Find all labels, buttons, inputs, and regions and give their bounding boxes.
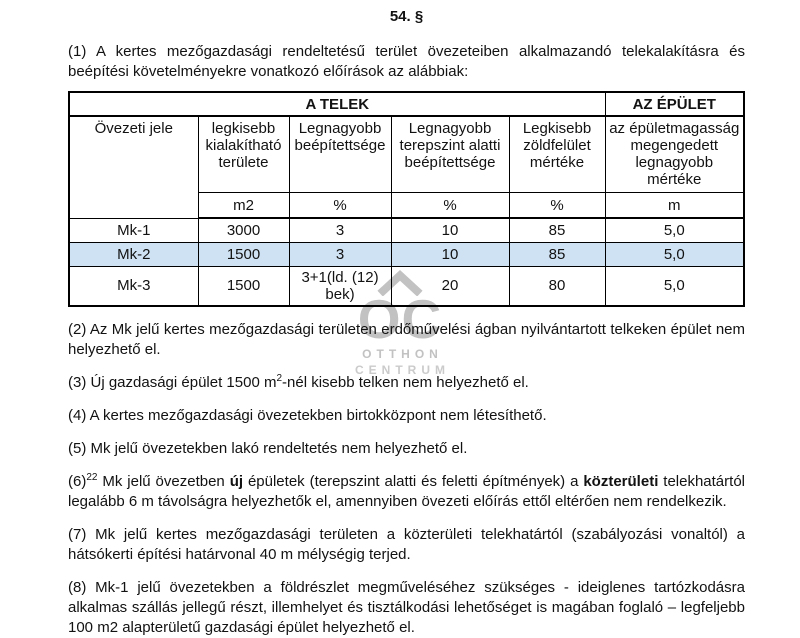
column-header-zoldfelulet: Legkisebb zöldfelület mértéke (509, 116, 605, 193)
table-row (69, 242, 744, 266)
unit-cell: % (391, 193, 509, 219)
unit-cell: % (289, 193, 391, 219)
table-row (69, 218, 744, 242)
group-header-telek: A TELEK (69, 92, 605, 116)
paragraph-5: (5) Mk jelű övezetekben lakó rendeltetés nem helyezhető el. (68, 440, 468, 457)
paragraph-4: (4) A kertes mezőgazdasági övezetekben birtokközpont nem létesíthető. (68, 407, 547, 424)
table-cell: 10 (391, 242, 509, 266)
watermark-brand-line1: OTTHON (362, 347, 443, 361)
table-cell: 3 (289, 242, 391, 266)
table-cell: 1500 (198, 242, 289, 266)
paragraph-1: (1) A kertes mezőgazdasági rendeltetésű terület övezeteiben alkalmazandó telekalakításra és beépítési követelményekre vonatkozó előírások az alábbiak: (68, 43, 745, 80)
column-header-beepitettseg: Legnagyobb beépítettsége (289, 116, 391, 193)
paragraph-3: (3) Új gazdasági épület 1500 $m^2$-nél kisebb telken nem helyezhető el. (68, 373, 529, 391)
column-header-ovezeti-jele: Övezeti jele (69, 116, 198, 218)
watermark-brand-line2: CENTRUM (355, 363, 450, 377)
table-cell: Mk-2 (69, 242, 198, 266)
document-page (0, 8, 800, 638)
column-header-legkisebb-terulet: legkisebb kialakítható területe (198, 116, 289, 193)
zoning-requirements-table (68, 91, 745, 307)
page-title: 54. § (389, 8, 424, 25)
unit-cell: % (509, 193, 605, 219)
column-header-terepszint-alatti: Legnagyobb terepszint alatti beépítettsége (391, 116, 509, 193)
table-cell: Mk-1 (69, 218, 198, 242)
table-row (69, 266, 744, 306)
paragraph-7: (7) Mk jelű kertes mezőgazdasági területen a közterületi telekhatártól (szabályozási vonaltól) a hátsókerti építési határvonal 40 m mélységig terjed. (68, 526, 745, 563)
table-cell: 5,0 (605, 218, 744, 242)
group-header-epulet: AZ ÉPÜLET (605, 92, 744, 116)
table-cell: 80 (509, 266, 605, 306)
table-cell: 20 (391, 266, 509, 306)
table-cell: 3+1(ld. (12) bek) (289, 266, 391, 306)
table-cell: 85 (509, 242, 605, 266)
table-group-header-row (69, 92, 744, 116)
table-cell: 85 (509, 218, 605, 242)
unit-cell: m (605, 193, 744, 219)
table-cell: 5,0 (605, 242, 744, 266)
watermark-letters: OC (357, 288, 443, 350)
paragraph-2: (2) Az Mk jelű kertes mezőgazdasági területen erdőművelési ágban nyilvántartott telkeken épület nem helyezhető el. (68, 321, 745, 358)
table-cell: 1500 (198, 266, 289, 306)
table-cell: 3000 (198, 218, 289, 242)
table-cell: 3 (289, 218, 391, 242)
paragraph-8: (8) Mk-1 jelű övezetekben a földrészlet megműveléséhez szükséges - ideiglenes tartózkodásra alkalmas szállás jellegű részt, illemhelyet és tisztálkodási lehetőséget is magában foglaló – legfeljebb 100 m2 alapterületű gazdasági épület helyezhető el. (68, 579, 745, 636)
table-cell: 10 (391, 218, 509, 242)
zoning-table-body (69, 218, 744, 306)
table-cell: Mk-3 (69, 266, 198, 306)
unit-cell: m2 (198, 193, 289, 219)
table-cell: 5,0 (605, 266, 744, 306)
table-column-header-row (69, 116, 744, 193)
paragraph-6: $(6)^{22}$ Mk jelű övezetben új épületek (terepszint alatti és feletti építmények) a közterületi telekhatártól legalább 6 m távolságra helyezhetők el, amennyiben övezeti előírás ettől eltérően nem rendelkezik. (68, 472, 745, 510)
column-header-epuletmagassag: az épületmagasság megengedett legnagyobb mértéke (605, 116, 744, 193)
